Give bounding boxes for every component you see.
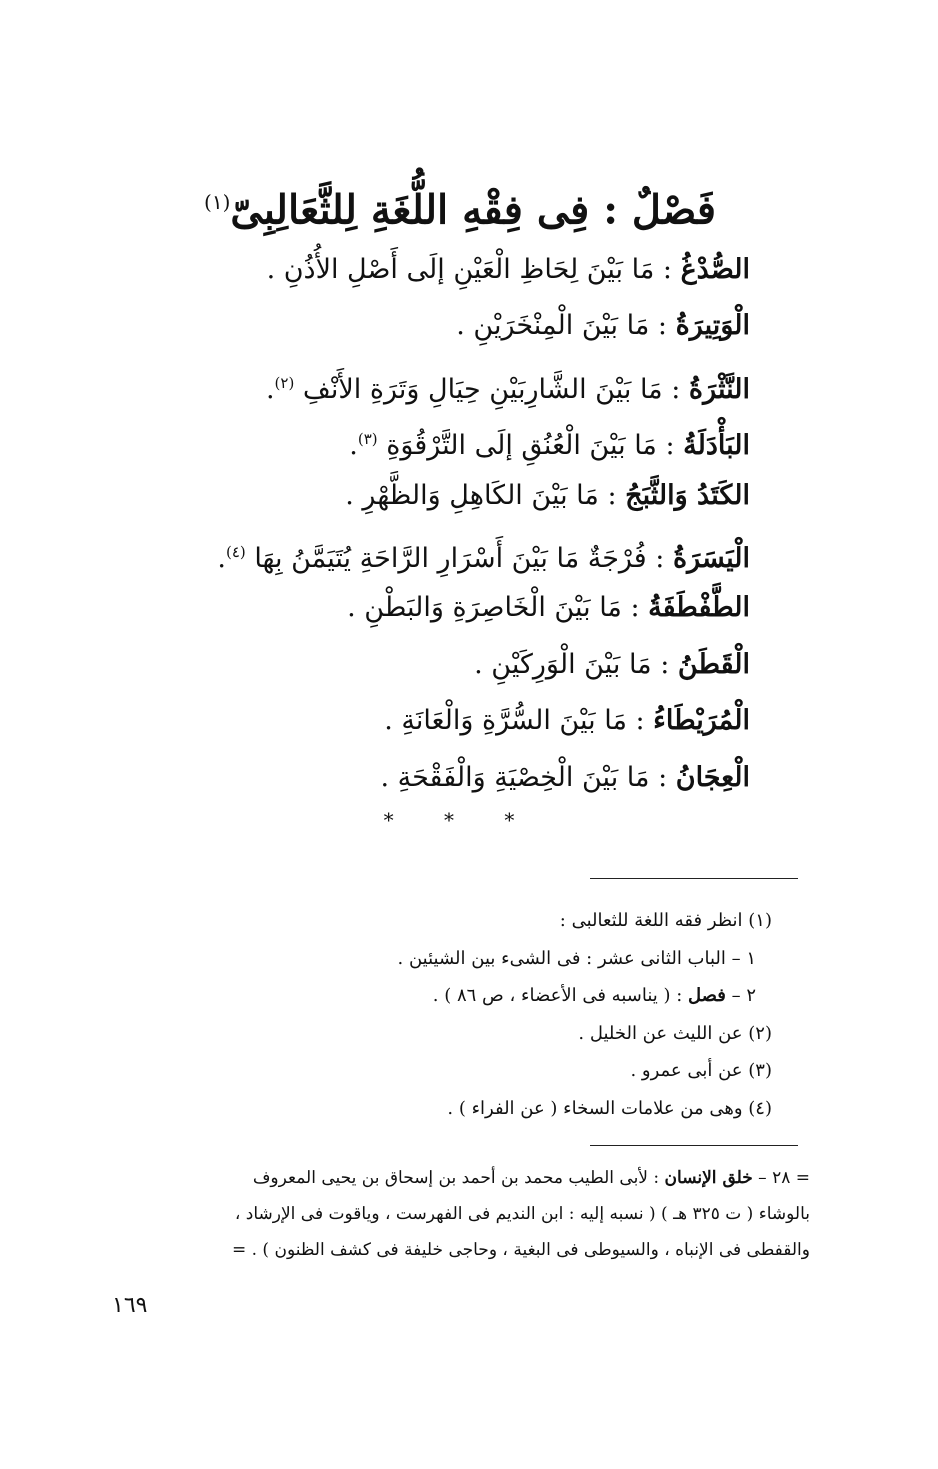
continued-note-line <box>120 1232 810 1268</box>
definition-entry <box>150 750 750 806</box>
footnote-divider <box>590 878 798 879</box>
heading-footnote-ref: (١) <box>204 190 231 214</box>
page-number: ١٦٩ <box>112 1293 148 1318</box>
chapter-heading-text: فَصْلٌ : فِى فِقْهِ اللُّغَةِ لِلثَّعَالِبِىّ <box>230 186 716 234</box>
footnote-text: : ( يناسبه فى الأعضاء ، ص ٨٦ ) . <box>432 985 689 1006</box>
footnote <box>212 1052 772 1090</box>
footnote-text: ١ – الباب الثانى عشر : فى الشىء بين الشيئين . <box>397 947 756 969</box>
entry-term: الْوَتِيرَةُ <box>675 310 750 342</box>
continued-note-text: : لأبى الطيب محمد بن أحمد بن إسحاق بن يحيى المعروف <box>252 1168 665 1188</box>
footnote-text: (٣) عن أبى عمرو . <box>630 1060 772 1081</box>
footnote <box>212 1090 772 1128</box>
definition-entry <box>150 355 750 411</box>
footnote-subitem <box>212 977 772 1015</box>
continued-note-text: بالوشاء ( ت ٣٢٥ هـ ) ( نسبه إليه : ابن النديم فى الفهرست ، وياقوت فى الإرشاد ، <box>234 1204 810 1224</box>
continued-note-line <box>120 1196 810 1232</box>
entry-term: الْمُرَيْطَاءُ <box>653 705 750 737</box>
definition-entry <box>150 693 750 749</box>
entry-definition: : مَا بَيْنَ الْخِصْيَةِ وَالْفَقْحَةِ . <box>380 761 676 793</box>
entry-footnote-ref: (٢) <box>274 373 295 392</box>
entry-term: الكَتَدُ وَالثَّبَجُ <box>625 479 750 511</box>
definition-entry <box>150 580 750 636</box>
entry-tail: . <box>349 430 358 462</box>
section-separator: * * * <box>383 808 537 832</box>
entry-definition: : مَا بَيْنَ الْعُنُقِ إلَى التَّرْقُوَةِ <box>377 430 684 462</box>
definition-list <box>150 242 750 806</box>
footnote <box>212 1015 772 1053</box>
continued-note-text: والقفطى فى الإنباه ، والسيوطى فى البغية ، وحاجى خليفة فى كشف الظنون ) . = <box>231 1240 810 1260</box>
definition-entry <box>150 411 750 467</box>
entry-tail: . <box>217 542 226 574</box>
footnote <box>212 902 772 940</box>
entry-definition: : مَا بَيْنَ الْمِنْخَرَيْنِ . <box>456 310 676 342</box>
continued-note <box>120 1160 810 1268</box>
entry-term: الطَّفْطَفَةُ <box>648 592 750 624</box>
chapter-heading <box>150 172 770 240</box>
entry-definition: : مَا بَيْنَ الْوَرِكَيْنِ . <box>474 648 678 680</box>
entry-term: النَّثْرَةُ <box>688 373 750 405</box>
entry-definition: : فُرْجَةٌ مَا بَيْنَ أَسْرَارِ الرَّاحَةِ يُتَيَمَّنُ بِهَا <box>245 542 673 574</box>
entry-definition: : مَا بَيْنَ الْخَاصِرَةِ وَالبَطْنِ . <box>347 592 649 624</box>
entry-definition: : مَا بَيْنَ الشَّارِبَيْنِ حِيَالِ وَتَرَةِ الأَنْفِ <box>294 373 689 405</box>
footnote-bold-term: فصل <box>688 985 726 1006</box>
footnote-text: (٢) عن الليث عن الخليل . <box>578 1022 772 1044</box>
footnote-text: (١) انظر فقه اللغة للثعالبى : <box>559 910 772 931</box>
entry-term: البَأْدَلَةُ <box>683 430 750 462</box>
definition-entry <box>150 524 750 580</box>
entry-term: الصُّدْغُ <box>680 254 750 285</box>
entry-footnote-ref: (٣) <box>357 430 378 449</box>
entry-definition: : مَا بَيْنَ لِحَاظِ الْعَيْنِ إلَى أَصْلِ الأُذُنِ . <box>266 254 681 285</box>
definition-entry <box>150 637 750 693</box>
continued-note-bold-title: خلق الإنسان <box>664 1168 753 1188</box>
definition-entry <box>150 468 750 524</box>
definition-entry <box>150 298 750 354</box>
entry-definition: : مَا بَيْنَ السُّرَّةِ وَالْعَانَةِ . <box>384 705 654 737</box>
entry-tail: . <box>265 373 275 405</box>
footnotes <box>212 902 772 1127</box>
entry-term: الْعِجَانُ <box>675 761 750 793</box>
entry-footnote-ref: (٤) <box>225 542 246 561</box>
footnote-text: (٤) وهى من علامات السخاء ( عن الفراء ) . <box>447 1097 772 1119</box>
entry-definition: : مَا بَيْنَ الكَاهِلِ وَالظَّهْرِ . <box>345 479 626 511</box>
footnote-lead: ٢ – <box>725 985 756 1006</box>
continued-note-line <box>120 1160 810 1196</box>
continued-note-lead: = ٢٨ – <box>752 1168 810 1188</box>
definition-entry <box>150 242 750 298</box>
footnote-subitem <box>212 940 772 978</box>
entry-term: الْقَطَنُ <box>677 648 750 680</box>
entry-term: الْيَسَرَةُ <box>672 542 750 574</box>
continued-note-divider <box>590 1145 798 1146</box>
